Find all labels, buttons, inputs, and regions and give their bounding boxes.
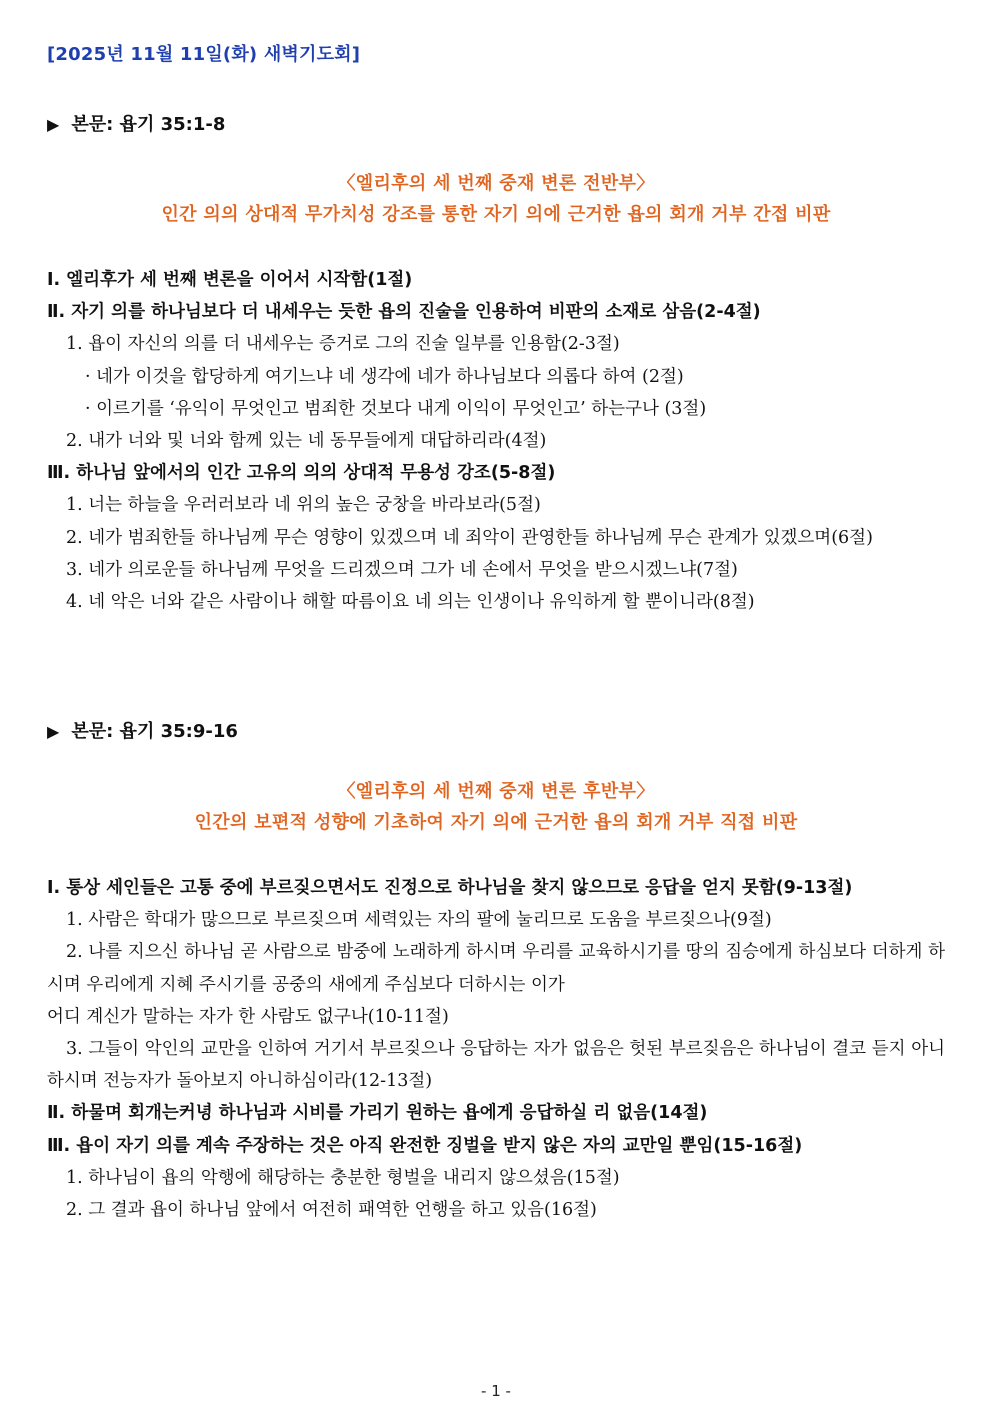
passage-label: 본문: 욥기 35:1-8	[71, 114, 226, 135]
document-header-title: [2025년 11월 11일(화) 새벽기도회]	[47, 44, 361, 65]
sermon-subtitle: 〈엘리후의 세 번째 중재 변론 전반부〉	[337, 173, 655, 194]
passage-label: 본문: 욥기 35:9-16	[71, 721, 238, 742]
outline-bullet: · 이르기를 ‘유익이 무엇인고 범죄한 것보다 내게 이익이 무엇인고’ 하는구나 (3절)	[85, 398, 707, 419]
sermon-theme: 인간 의의 상대적 무가치성 강조를 통한 자기 의에 근거한 욥의 회개 거부 간접 비판	[161, 204, 831, 225]
outline-point: Ⅰ. 엘리후가 세 번째 변론을 이어서 시작함(1절)	[47, 270, 413, 290]
sermon-title-block-2	[0, 776, 992, 838]
outline-subpoint: 2. 네가 범죄한들 하나님께 무슨 영향이 있겠으며 네 죄악이 관영한들 하나님께 무슨 관계가 있겠으며(6절)	[66, 527, 873, 548]
triangle-right-icon: ▶	[47, 115, 60, 134]
outline-point: Ⅰ. 통상 세인들은 고통 중에 부르짖으면서도 진정으로 하나님을 찾지 않으므로 응답을 얻지 못함(9-13절)	[47, 878, 853, 898]
outline-subpoint: 1. 욥이 자신의 의를 더 내세우는 증거로 그의 진술 일부를 인용함(2-3절)	[66, 334, 620, 355]
outline-point: Ⅲ. 하나님 앞에서의 인간 고유의 의의 상대적 무용성 강조(5-8절)	[47, 463, 556, 484]
triangle-right-icon: ▶	[47, 722, 60, 741]
sermon-subtitle: 〈엘리후의 세 번째 중재 변론 후반부〉	[337, 781, 655, 802]
outline-subpoint: 1. 너는 하늘을 우러러보라 네 위의 높은 궁창을 바라보라(5절)	[66, 495, 541, 516]
passage-heading-1	[47, 110, 225, 136]
outline-subpoint: 3. 그들이 악인의 교만을 인하여 거기서 부르짖으나 응답하는 자가 없음은 헛된 부르짖음은 하나님이 결코 듣지 아니하시며 전능자가 돌아보지 아니하심이라(12-13절)	[47, 1039, 945, 1092]
outline-point: Ⅱ. 하물며 회개는커녕 하나님과 시비를 가리기 원하는 욥에게 응답하실 리 없음(14절)	[47, 1103, 708, 1124]
page-number: - 1 -	[481, 1382, 511, 1400]
sermon-title-block-1	[0, 168, 992, 230]
outline-subpoint: 2. 그 결과 욥이 하나님 앞에서 여전히 패역한 언행을 하고 있음(16절)	[66, 1200, 597, 1221]
outline-bullet: · 네가 이것을 합당하게 여기느냐 네 생각에 네가 하나님보다 의롭다 하여 (2절)	[85, 366, 684, 387]
passage-heading-2	[47, 717, 238, 743]
outline-point: Ⅲ. 욥이 자기 의를 계속 주장하는 것은 아직 완전한 징벌을 받지 않은 자의 교만일 뿐임(15-16절)	[47, 1135, 803, 1156]
outline-section-2	[47, 872, 945, 1226]
outline-subpoint: 3. 네가 의로운들 하나님께 무엇을 드리겠으며 그가 네 손에서 무엇을 받으시겠느냐(7절)	[66, 559, 738, 580]
outline-subpoint: 4. 네 악은 너와 같은 사람이나 해할 따름이요 네 의는 인생이나 유익하게 할 뿐이니라(8절)	[66, 592, 755, 613]
outline-subpoint: 2. 나를 지으신 하나님 곧 사람으로 밤중에 노래하게 하시며 우리를 교육하시기를 땅의 짐승에게 하심보다 더하게 하시며 우리에게 지혜 주시기를 공중의 새에게 주심보다 더하시는 이가	[47, 942, 945, 995]
outline-point: Ⅱ. 자기 의를 하나님보다 더 내세우는 듯한 욥의 진술을 인용하여 비판의 소재로 삼음(2-4절)	[47, 302, 761, 323]
outline-subpoint: 1. 하나님이 욥의 악행에 해당하는 충분한 형벌을 내리지 않으셨음(15절)	[66, 1167, 620, 1188]
outline-subpoint: 1. 사람은 학대가 많으므로 부르짖으며 세력있는 자의 팔에 눌리므로 도움을 부르짖으나(9절)	[66, 910, 772, 931]
outline-section-1	[47, 264, 945, 618]
outline-continuation: 어디 계신가 말하는 자가 한 사람도 없구나(10-11절)	[47, 1006, 449, 1027]
sermon-theme: 인간의 보편적 성향에 기초하여 자기 의에 근거한 욥의 회개 거부 직접 비판	[194, 812, 798, 833]
outline-subpoint: 2. 내가 너와 및 너와 함께 있는 네 동무들에게 대답하리라(4절)	[66, 431, 547, 452]
